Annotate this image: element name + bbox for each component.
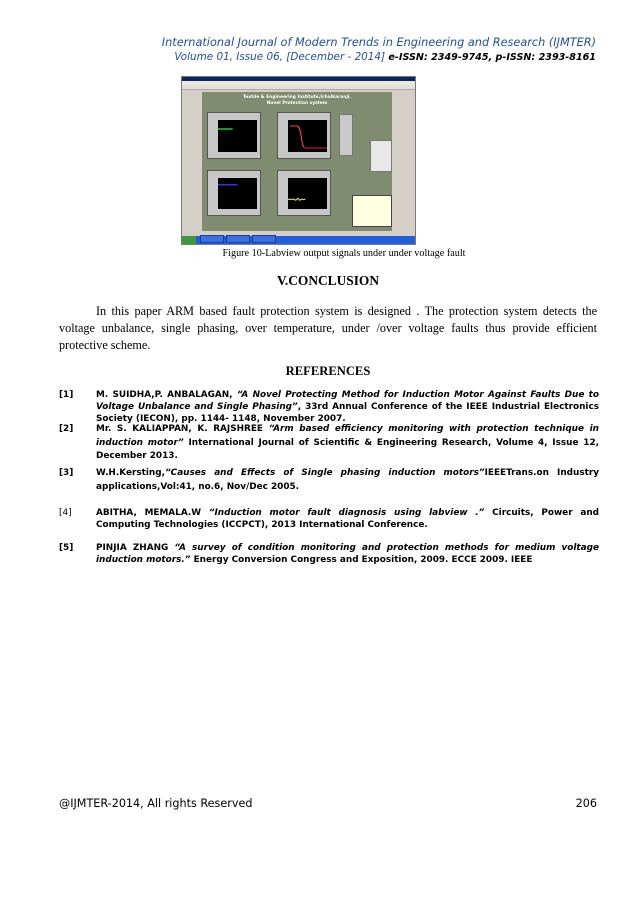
reference-authors: ABITHA, MEMALA.W [96,508,209,518]
reference-title: “Induction motor fault diagnosis using labview .” [208,508,485,518]
reference-source: Circuits, Power and Computing Technologies (ICCPCT), 2013 International Conference. [96,508,599,530]
waveform-graph-1 [207,112,261,159]
graph-screen-4 [288,178,327,209]
conclusion-heading: V.CONCLUSION [276,273,380,288]
window-toolbar [182,85,415,90]
reference-number: [2] [59,424,74,434]
reference-1 [59,389,599,425]
indicator-column [339,114,353,156]
reference-number: [4] [59,508,72,518]
reference-5 [59,542,599,566]
journal-issn: e-ISSN: 2349-9745, p-ISSN: 2393-8161 [388,52,596,63]
page-number: 206 [575,797,597,810]
reference-title: “A Novel Protecting Method for Induction Motor Against Faults Due to Voltage Unbalance and Single Phasing” [96,390,599,412]
start-button [182,236,196,244]
panel-title: Textile & Engineering Institute,Ichalkaranji. [242,95,352,100]
reference-title: “A survey of condition monitoring and protection methods for medium voltage induction motors.” [96,543,599,565]
references-heading: REFERENCES [285,364,371,378]
reference-title: “Causes and Effects of Single phasing induction motors” [164,468,485,478]
waveform-graph-3 [207,170,261,216]
waveform-graph-2 [277,112,331,159]
taskbar-item [200,235,224,243]
reference-4 [59,507,599,531]
reference-number: [1] [59,390,74,400]
reference-number: [3] [59,468,74,478]
taskbar-item [252,235,276,243]
reference-authors: W.H.Kersting, [96,468,165,478]
journal-volume: Volume 01, Issue 06, [December - 2014] [174,51,389,63]
reference-title: “Arm based efficiency monitoring with protection technique in induction motor” [96,424,599,448]
reference-source: , 33rd Annual Conference of the IEEE Industrial Electronics Society (IECON), pp. 1144- 1148, November 2007. [96,402,599,424]
panel-subtitle: Novel Protection system [266,101,328,106]
control-box [370,140,392,172]
graph-screen-1 [218,120,257,152]
journal-volume-line [174,51,596,63]
conclusion-paragraph: In this paper ARM based fault protection system is designed . The protection system detects the voltage unbalance, single phasing, over temperature, under /over voltage faults thus provide efficient protective scheme. [59,304,597,353]
reference-source: Energy Conversion Congress and Exposition, 2009. ECCE 2009. IEEE [190,555,533,565]
footer-copyright: @IJMTER-2014, All rights Reserved [59,797,253,810]
waveform-graph-4 [277,170,331,216]
reference-3 [59,467,599,494]
figure-caption: Figure 10-Labview output signals under under voltage fault [222,248,466,259]
journal-title: International Journal of Modern Trends in Engineering and Research (IJMTER) [161,36,596,49]
taskbar [182,236,415,244]
reference-number: [5] [59,543,74,553]
reference-2 [59,423,599,464]
reference-authors: M. SUIDHA,P. ANBALAGAN, [96,390,237,400]
taskbar-item [226,235,250,243]
notification-popup [352,195,392,227]
reference-authors: PINJIA ZHANG [96,543,175,553]
reference-authors: Mr. S. KALIAPPAN, K. RAJSHREE [96,424,269,434]
reference-source: International Journal of Scientific & Engineering Research, Volume 4, Issue 12, December 2013. [96,437,599,461]
page-footer [59,797,597,810]
graph-screen-3 [218,178,257,209]
front-panel [202,92,392,231]
labview-screenshot [181,76,416,245]
reference-source: IEEETrans.on Industry applications,Vol:41, no.6, Nov/Dec 2005. [96,468,600,492]
graph-screen-2 [288,120,327,152]
